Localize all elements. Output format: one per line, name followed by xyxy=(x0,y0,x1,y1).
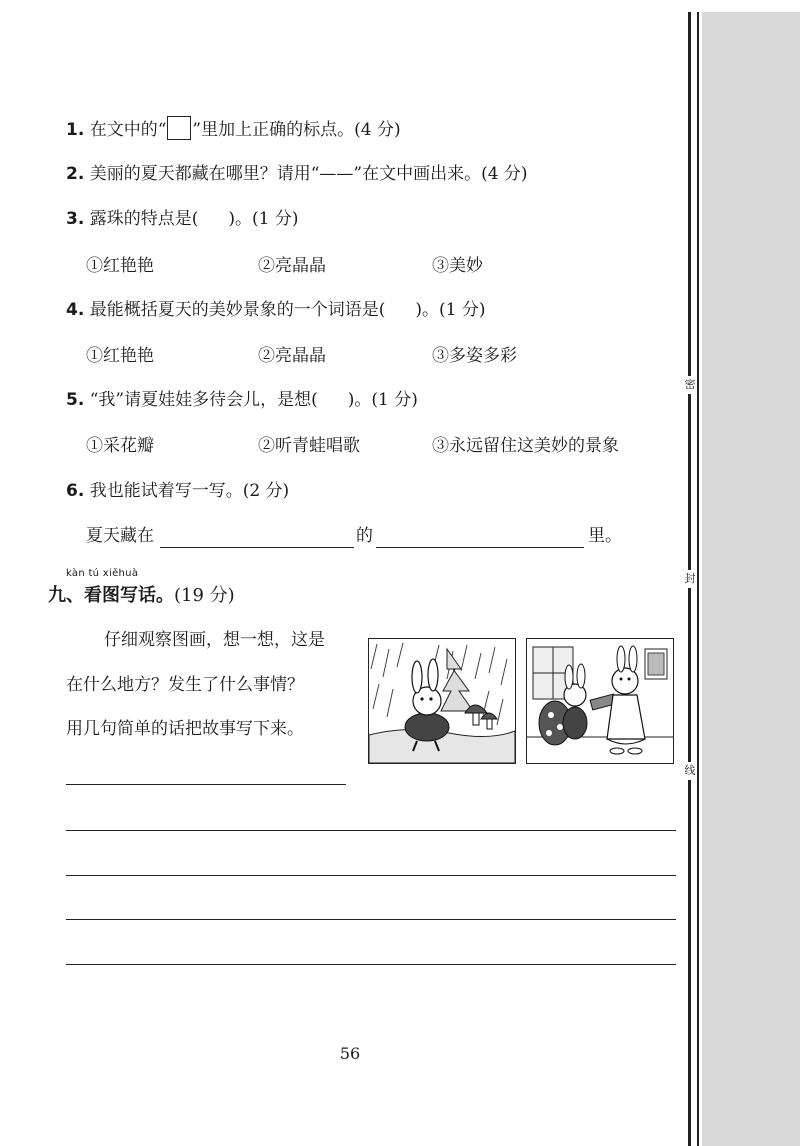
fill-blank-1[interactable] xyxy=(160,547,354,548)
q5-option-1[interactable]: ①采花瓣 xyxy=(86,436,154,456)
q3-option-2[interactable]: ②亮晶晶 xyxy=(258,256,326,276)
section-title: 九、看图写话。(19 分) xyxy=(48,585,235,606)
page-number: 56 xyxy=(339,1044,361,1063)
seal-mark-feng: 封 xyxy=(683,570,697,588)
section-pinyin: kàn tú xiěhuà xyxy=(66,568,139,579)
question-3: 3. 露珠的特点是( )。(1 分) xyxy=(66,209,299,229)
rain-scene-illustration xyxy=(369,639,515,763)
question-6: 6. 我也能试着写一写。(2 分) xyxy=(66,481,290,501)
question-1: 1. 在文中的“ ”里加上正确的标点。(4 分) xyxy=(66,116,401,142)
q5-option-2[interactable]: ②听青蛙唱歌 xyxy=(258,436,360,456)
seal-mark-mi: 密 xyxy=(683,376,697,394)
writing-line-1[interactable] xyxy=(66,784,346,785)
q3-option-3[interactable]: ③美妙 xyxy=(432,256,483,276)
q4-option-2[interactable]: ②亮晶晶 xyxy=(258,346,326,366)
question-5: 5. “我”请夏娃娃多待会儿，是想( )。(1 分) xyxy=(66,390,418,410)
prompt-line-1: 仔细观察图画，想一想，这是 xyxy=(104,630,325,650)
punctuation-box[interactable] xyxy=(167,116,191,140)
writing-line-2[interactable] xyxy=(66,830,676,831)
fill-text-3: 里。 xyxy=(588,526,622,546)
fill-text-1: 夏天藏在 xyxy=(86,526,154,546)
writing-line-3[interactable] xyxy=(66,875,676,876)
q5-option-3[interactable]: ③永远留住这美妙的景象 xyxy=(432,436,619,456)
q3-option-1[interactable]: ①红艳艳 xyxy=(86,256,154,276)
writing-line-4[interactable] xyxy=(66,919,676,920)
q4-option-1[interactable]: ①红艳艳 xyxy=(86,346,154,366)
prompt-line-3: 用几句简单的话把故事写下来。 xyxy=(66,719,304,739)
question-2: 2. 美丽的夏天都藏在哪里？请用“——”在文中画出来。(4 分) xyxy=(66,164,528,184)
seal-mark-xian: 线 xyxy=(683,762,697,780)
prompt-line-2: 在什么地方？发生了什么事情？ xyxy=(66,675,304,695)
question-4: 4. 最能概括夏天的美妙景象的一个词语是( )。(1 分) xyxy=(66,300,486,320)
binding-margin xyxy=(702,12,800,1146)
picture-indoor-scene xyxy=(526,638,674,764)
binding-line-thin xyxy=(697,12,699,1146)
picture-rain-scene xyxy=(368,638,516,764)
writing-line-5[interactable] xyxy=(66,964,676,965)
q4-option-3[interactable]: ③多姿多彩 xyxy=(432,346,517,366)
fill-text-2: 的 xyxy=(356,526,373,546)
fill-blank-2[interactable] xyxy=(376,547,584,548)
indoor-scene-illustration xyxy=(527,639,673,763)
